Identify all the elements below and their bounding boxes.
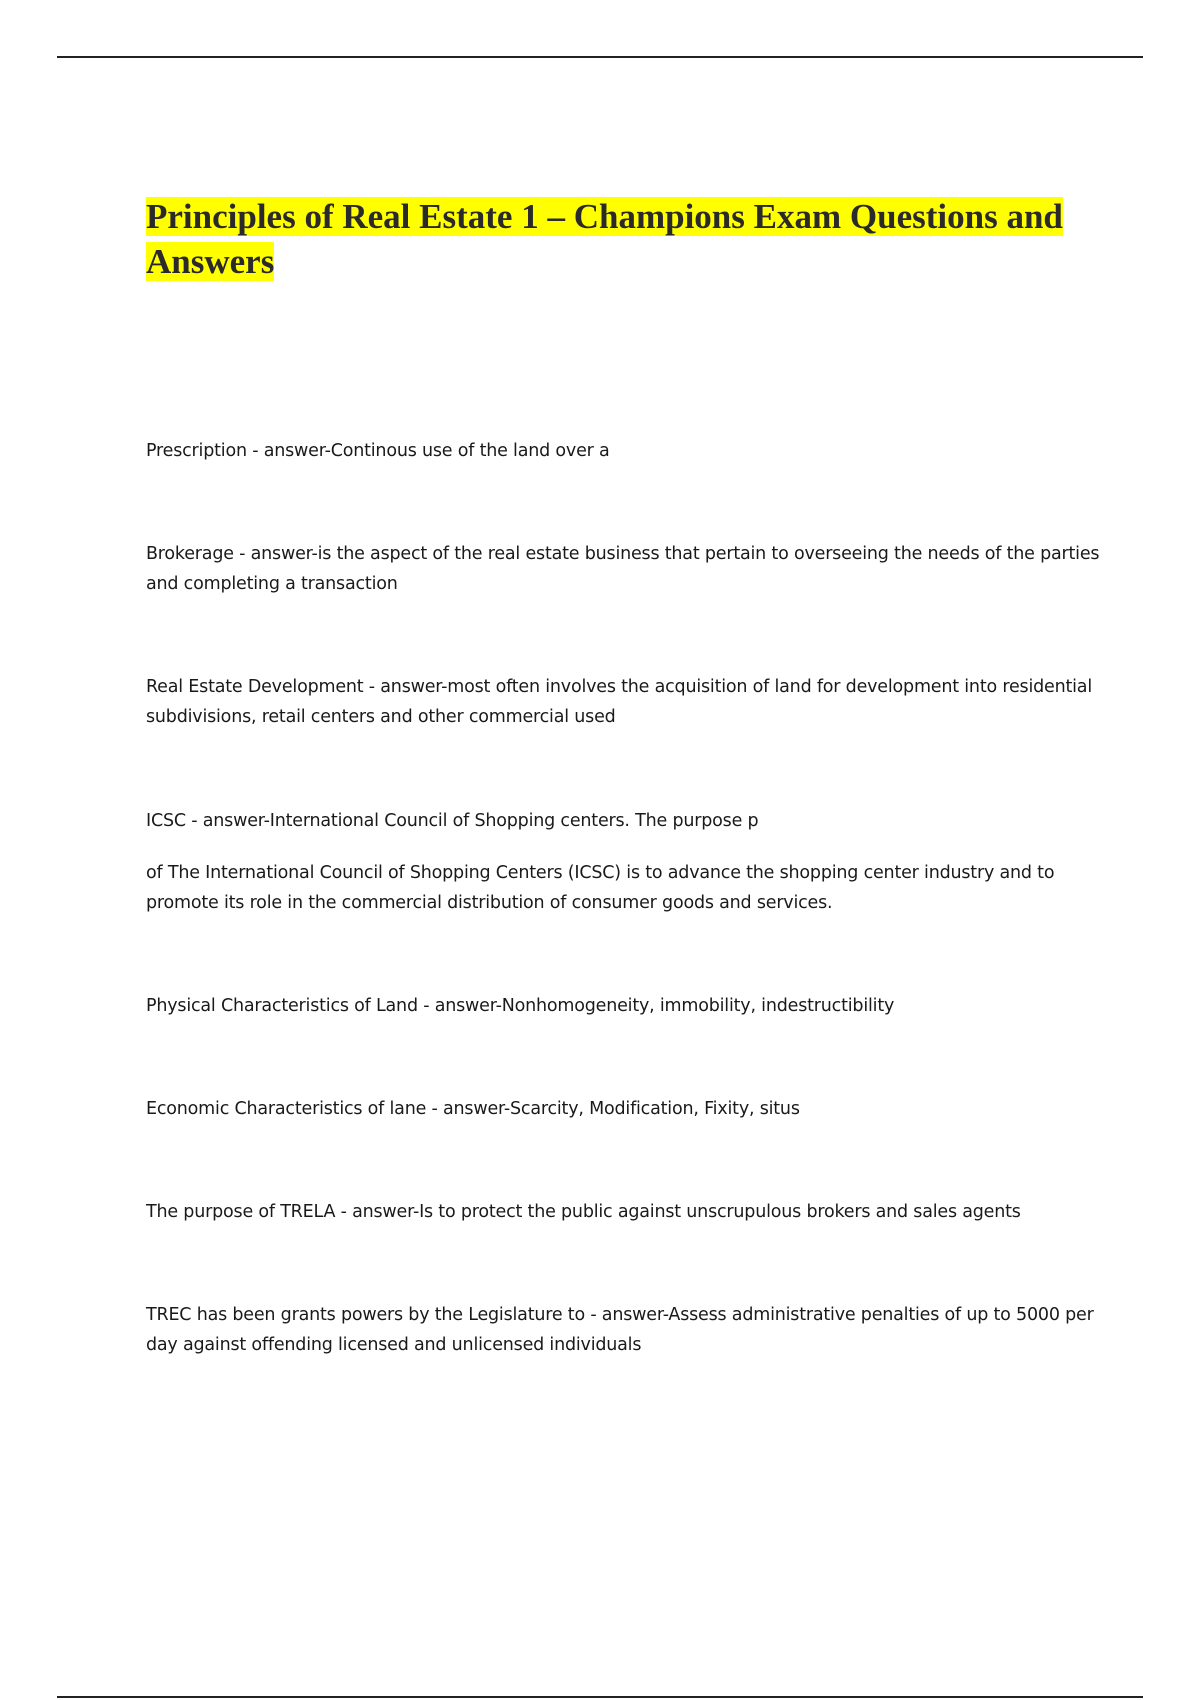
- entry-trela-purpose: The purpose of TRELA - answer-Is to protect the public against unscrupulous brokers and sales agents: [146, 1202, 1021, 1222]
- entry-icsc-continued: of The International Council of Shopping Centers (ICSC) is to advance the shopping center industry and to promote its role in the commercial distribution of consumer goods and services.: [146, 863, 1055, 913]
- title-highlight: Principles of Real Estate 1 – Champions Exam Questions and Answers: [146, 197, 1063, 281]
- top-rule: [57, 56, 1143, 58]
- entry-real-estate-development: Real Estate Development - answer-most often involves the acquisition of land for development into residential subdivisions, retail centers and other commercial used: [146, 677, 1092, 727]
- entry-brokerage: Brokerage - answer-is the aspect of the real estate business that pertain to overseeing the needs of the parties and completing a transaction: [146, 544, 1100, 594]
- entry-economic-characteristics: Economic Characteristics of lane - answer-Scarcity, Modification, Fixity, situs: [146, 1099, 800, 1119]
- entry-icsc: ICSC - answer-International Council of Shopping centers. The purpose p: [146, 811, 759, 831]
- entry-physical-characteristics: Physical Characteristics of Land - answer-Nonhomogeneity, immobility, indestructibility: [146, 996, 895, 1016]
- bottom-rule: [57, 1696, 1143, 1698]
- document-title: [146, 194, 1096, 284]
- entry-prescription: Prescription - answer-Continous use of the land over a: [146, 441, 610, 461]
- entry-trec-powers: TREC has been grants powers by the Legislature to - answer-Assess administrative penalties of up to 5000 per day against offending licensed and unlicensed individuals: [146, 1305, 1094, 1355]
